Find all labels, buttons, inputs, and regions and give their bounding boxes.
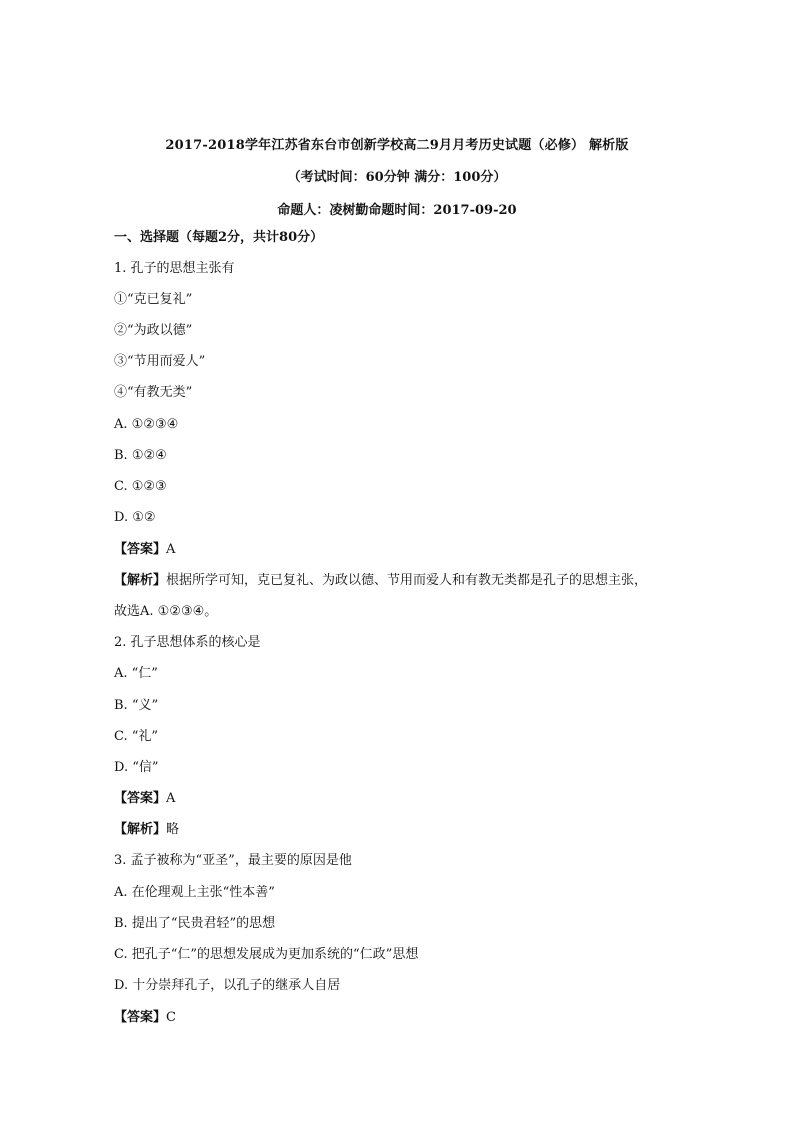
analysis-text: 略 bbox=[166, 822, 180, 837]
answer-line bbox=[114, 541, 694, 559]
question-item: ②“为政以德” bbox=[114, 323, 193, 338]
option-c: C. ①②③ bbox=[114, 479, 167, 494]
answer-tag: 【答案】 bbox=[114, 542, 167, 557]
answer-line bbox=[114, 1009, 694, 1027]
option-d: D. “信” bbox=[114, 760, 159, 775]
option-d: D. 十分崇拜孔子，以孔子的继承人自居 bbox=[114, 978, 341, 993]
answer-value: C bbox=[166, 1010, 176, 1025]
analysis-text: 根据所学可知，克已复礼、为政以德、节用而爱人和有教无类都是孔子的思想主张， bbox=[166, 573, 648, 588]
document-title: 2017-2018学年江苏省东台市创新学校高二9月月考历史试题（必修） 解析版 bbox=[165, 138, 629, 153]
answer-tag: 【答案】 bbox=[114, 1010, 167, 1025]
answer-tag: 【答案】 bbox=[114, 791, 167, 806]
option-c: C. 把孔子“仁”的思想发展成为更加系统的“仁政”思想 bbox=[114, 947, 419, 962]
option-a: A. “仁” bbox=[114, 666, 158, 681]
exam-info: （考试时间：60分钟 满分：100分） bbox=[287, 170, 507, 185]
analysis-continuation: 故选A. ①②③④。 bbox=[114, 604, 218, 619]
option-d: D. ①② bbox=[114, 510, 156, 525]
analysis-line bbox=[114, 572, 694, 590]
answer-value: A bbox=[166, 791, 176, 806]
analysis-tag: 【解析】 bbox=[114, 573, 167, 588]
question-item: ④“有教无类” bbox=[114, 385, 193, 400]
analysis-line bbox=[114, 821, 694, 839]
analysis-tag: 【解析】 bbox=[114, 822, 167, 837]
question-stem: 3. 孟子被称为“亚圣”，最主要的原因是他 bbox=[114, 853, 352, 868]
answer-value: A bbox=[166, 542, 176, 557]
answer-line bbox=[114, 790, 694, 808]
question-stem: 2. 孔子思想体系的核心是 bbox=[114, 635, 261, 650]
option-a: A. ①②③④ bbox=[114, 417, 179, 432]
option-b: B. 提出了“民贵君轻”的思想 bbox=[114, 916, 276, 931]
option-b: B. ①②④ bbox=[114, 448, 167, 463]
question-item: ①“克已复礼” bbox=[114, 292, 193, 307]
author-line: 命题人：凌树勤命题时间：2017-09-20 bbox=[277, 203, 517, 218]
question-item: ③“节用而爱人” bbox=[114, 354, 206, 369]
option-b: B. “义” bbox=[114, 698, 159, 713]
section-heading: 一、选择题（每题2分，共计80分） bbox=[114, 230, 324, 245]
option-c: C. “礼” bbox=[114, 729, 159, 744]
option-a: A. 在伦理观上主张“性本善” bbox=[114, 885, 275, 900]
question-stem: 1. 孔子的思想主张有 bbox=[114, 261, 235, 276]
